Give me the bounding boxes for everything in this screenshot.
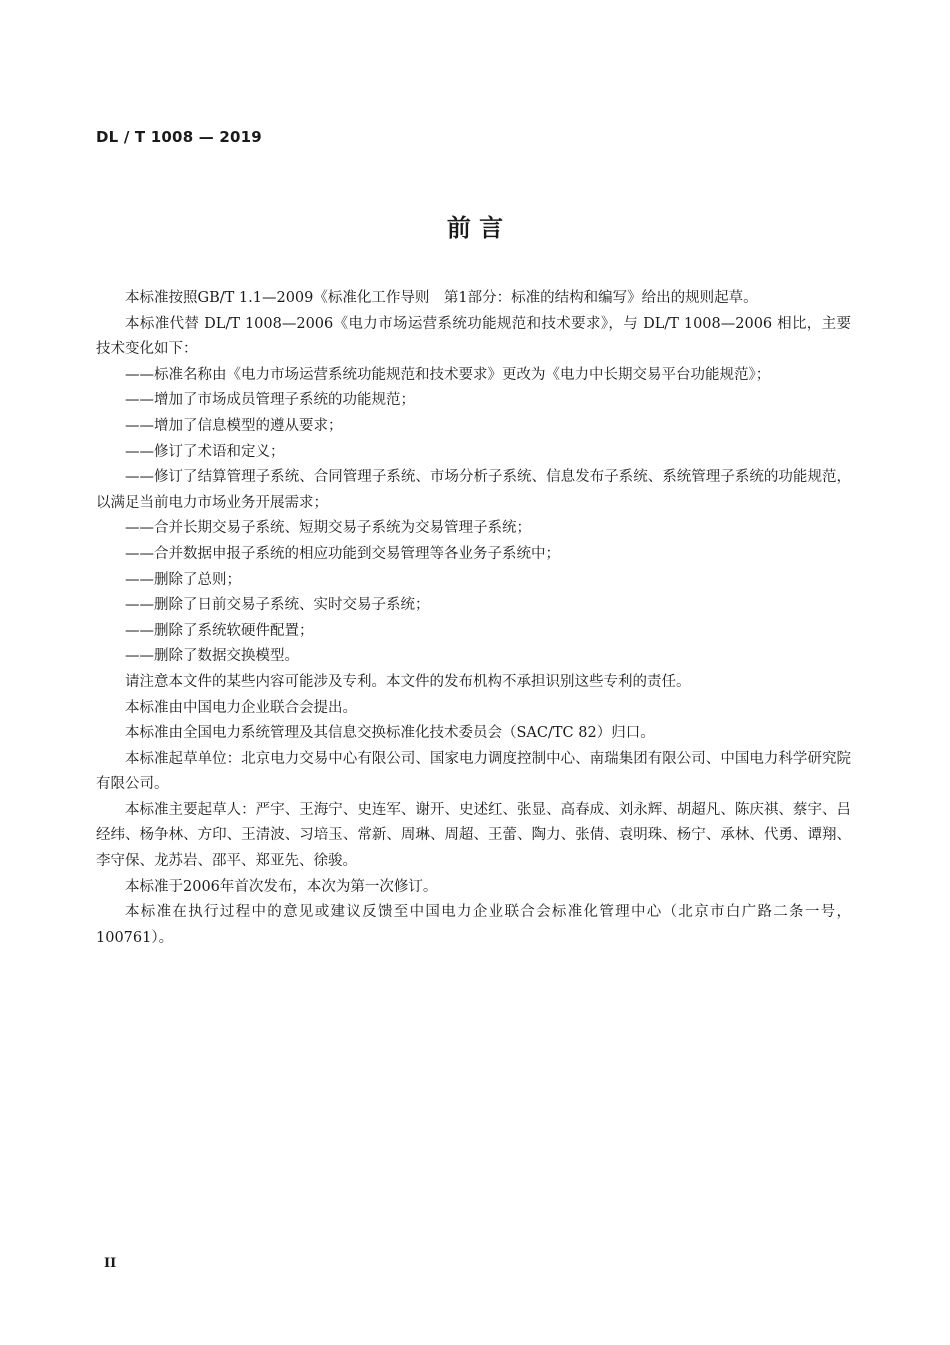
paragraph: 请注意本文件的某些内容可能涉及专利。本文件的发布机构不承担识别这些专利的责任。 [125, 673, 691, 690]
standard-code: DL / T 1008 — 2019 [96, 128, 262, 146]
change-item: ——修订了结算管理子系统、合同管理子系统、市场分析子系统、信息发布子系统、系统管理子系统的功能规范，以满足当前电力市场业务开展需求； [96, 469, 851, 511]
change-item: ——标准名称由《电力市场运营系统功能规范和技术要求》更改为《电力中长期交易平台功能规范》； [125, 366, 771, 383]
change-item: ——删除了系统软硬件配置； [125, 622, 314, 639]
change-item: ——合并数据申报子系统的相应功能到交易管理等各业务子系统中； [125, 545, 560, 562]
paragraph: 本标准于2006年首次发布，本次为第一次修订。 [125, 878, 438, 895]
foreword-body [96, 286, 851, 951]
change-item: ——合并长期交易子系统、短期交易子系统为交易管理子系统； [125, 520, 531, 537]
change-item: ——删除了日前交易子系统、实时交易子系统； [125, 597, 430, 614]
paragraph: 本标准由中国电力企业联合会提出。 [125, 699, 357, 716]
change-item: ——删除了总则； [125, 571, 241, 588]
change-item: ——删除了数据交换模型。 [125, 648, 299, 665]
paragraph: 本标准在执行过程中的意见或建议反馈至中国电力企业联合会标准化管理中心（北京市白广路二条一号，100761）。 [96, 904, 851, 946]
change-item: ——修订了术语和定义； [125, 443, 285, 460]
paragraph: 本标准代替 DL/T 1008—2006《电力市场运营系统功能规范和技术要求》，与 DL/T 1008—2006 相比，主要技术变化如下： [96, 315, 851, 358]
paragraph: 本标准起草单位：北京电力交易中心有限公司、国家电力调度控制中心、南瑞集团有限公司、中国电力科学研究院有限公司。 [96, 750, 851, 793]
paragraph: 本标准由全国电力系统管理及其信息交换标准化技术委员会（SAC/TC 82）归口。 [125, 725, 655, 742]
paragraph: 本标准按照GB/T 1.1—2009《标准化工作导则 第1部分：标准的结构和编写》给出的规则起草。 [125, 290, 758, 306]
page-title: 前 言 [446, 214, 504, 242]
change-item: ——增加了市场成员管理子系统的功能规范； [125, 392, 415, 409]
paragraph: 本标准主要起草人：严宇、王海宁、史连军、谢开、史述红、张显、高春成、刘永辉、胡超凡、陈庆祺、蔡宇、吕经纬、杨争林、方印、王清波、习培玉、常新、周琳、周超、王蕾、陶力、张倩、袁明珠、杨宁、承林、代勇、谭翔、李守保、龙苏岩、邵平、郑亚先、徐骏。 [96, 801, 851, 870]
change-item: ——增加了信息模型的遵从要求； [125, 417, 343, 434]
page-number: II [104, 1256, 117, 1271]
